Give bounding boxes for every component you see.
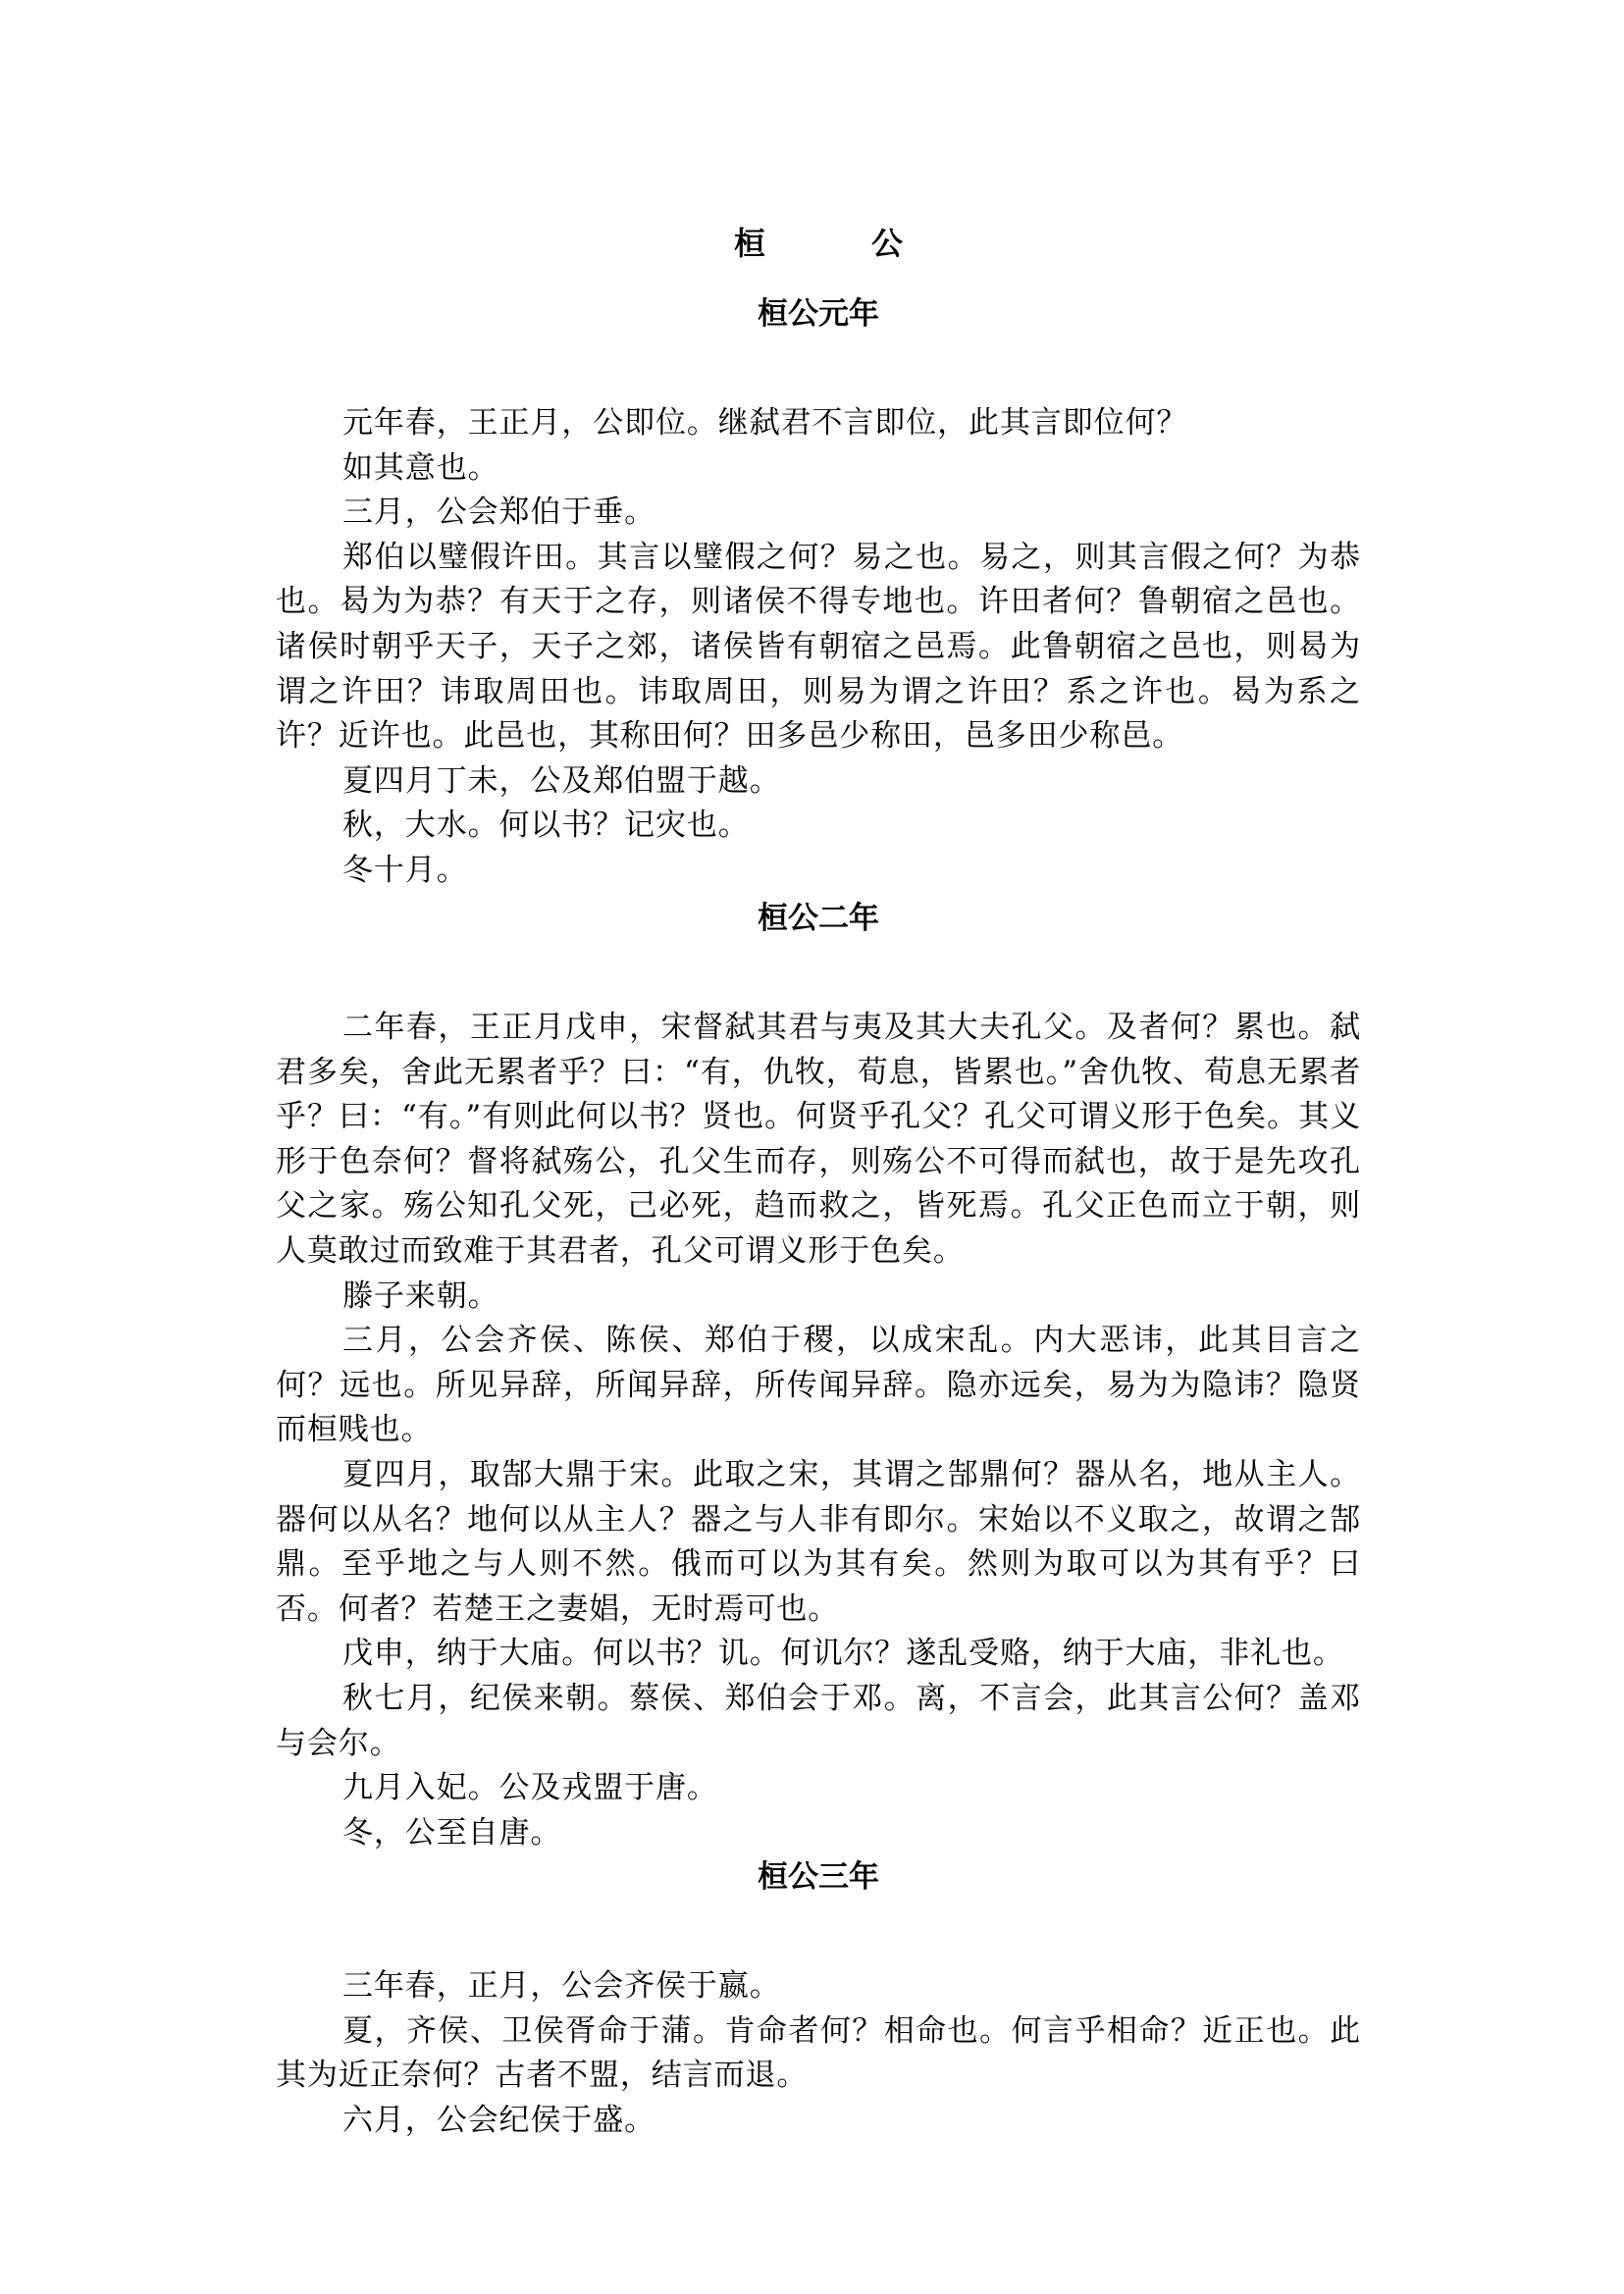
- paragraph: 夏四月丁未，公及郑伯盟于越。: [342, 762, 781, 799]
- page-title: 桓 公: [733, 225, 940, 263]
- paragraph: 三月，公会郑伯于垂。: [342, 495, 655, 531]
- paragraph: 元年春，王正月，公即位。继弑君不言即位，此其言即位何？: [342, 405, 1188, 441]
- paragraph: 如其意也。: [342, 449, 499, 486]
- section-year-3: [276, 1854, 1361, 2143]
- paragraph: 夏四月，取郜大鼎于宋。此取之宋，其谓之郜鼎何？器从名，地从主人。器何以从名？地何以从主人？器之与人非有即尔。宋始以不义取之，故谓之郜鼎。至乎地之与人则不然。俄而可以为其有矣。然则为取可以为其有乎？曰否。何者？若楚王之妻娼，无时焉可也。: [276, 1456, 1361, 1627]
- paragraph: 三年春，正月，公会齐侯于嬴。: [342, 1968, 781, 2004]
- paragraph: 三月，公会齐侯、陈侯、郑伯于稷，以成宋乱。内大恶讳，此其目言之何？远也。所见异辞，所闻异辞，所传闻异辞。隐亦远矣，易为为隐讳？隐贤而桓贱也。: [276, 1323, 1361, 1448]
- paragraph: 戊申，纳于大庙。何以书？讥。何讥尔？遂乱受赂，纳于大庙，非礼也。: [342, 1636, 1344, 1672]
- paragraph: 九月入妃。公及戎盟于唐。: [342, 1770, 718, 1806]
- paragraph: 秋七月，纪侯来朝。蔡侯、郑伯会于邓。离，不言会，此其言公何？盖邓与会尔。: [276, 1680, 1361, 1761]
- section-body: [276, 401, 1361, 894]
- paragraph: 冬十月。: [342, 852, 468, 888]
- section-heading: 桓公二年: [758, 901, 879, 936]
- section-heading: 桓公三年: [758, 1859, 879, 1895]
- paragraph: 郑伯以璧假许田。其言以璧假之何？易之也。易之，则其言假之何？为恭也。曷为为恭？有天于之存，则诸侯不得专地也。许田者何？鲁朝宿之邑也。诸侯时朝乎天子，天子之郊，诸侯皆有朝宿之邑焉。此鲁朝宿之邑也，则曷为谓之许田？讳取周田也。讳取周田，则易为谓之许田？系之许也。曷为系之许？近许也。此邑也，其称田何？田多邑少称田，邑多田少称邑。: [276, 539, 1361, 755]
- paragraph: 秋，大水。何以书？记灾也。: [342, 808, 750, 844]
- paragraph: 二年春，王正月戊申，宋督弑其君与夷及其大夫孔父。及者何？累也。弑君多矣，舍此无累者乎？曰：“有，仇牧，荀息，皆累也。”舍仇牧、荀息无累者乎？曰：“有。”有则此何以书？贤也。何贤乎孔父？孔父可谓义形于色矣。其义形于色奈何？督将弑殇公，孔父生而存，则殇公不可得而弑也，故于是先攻孔父之家。殇公知孔父死，己必死，趋而救之，皆死焉。孔父正色而立于朝，则人莫敢过而致难于其君者，孔父可谓义形于色矣。: [276, 1010, 1361, 1269]
- paragraph: 滕子来朝。: [342, 1277, 499, 1314]
- section-year-2: [276, 896, 1361, 1855]
- section-year-1: [276, 291, 1361, 894]
- section-heading: 桓公元年: [758, 296, 879, 332]
- section-body: [276, 1006, 1361, 1855]
- paragraph: 冬，公至自唐。: [342, 1814, 562, 1851]
- paragraph: 六月，公会纪侯于盛。: [342, 2102, 655, 2138]
- section-body: [276, 1964, 1361, 2143]
- paragraph: 夏，齐侯、卫侯胥命于蒲。肯命者何？相命也。何言乎相命？近正也。此其为近正奈何？古者不盟，结言而退。: [276, 2012, 1361, 2094]
